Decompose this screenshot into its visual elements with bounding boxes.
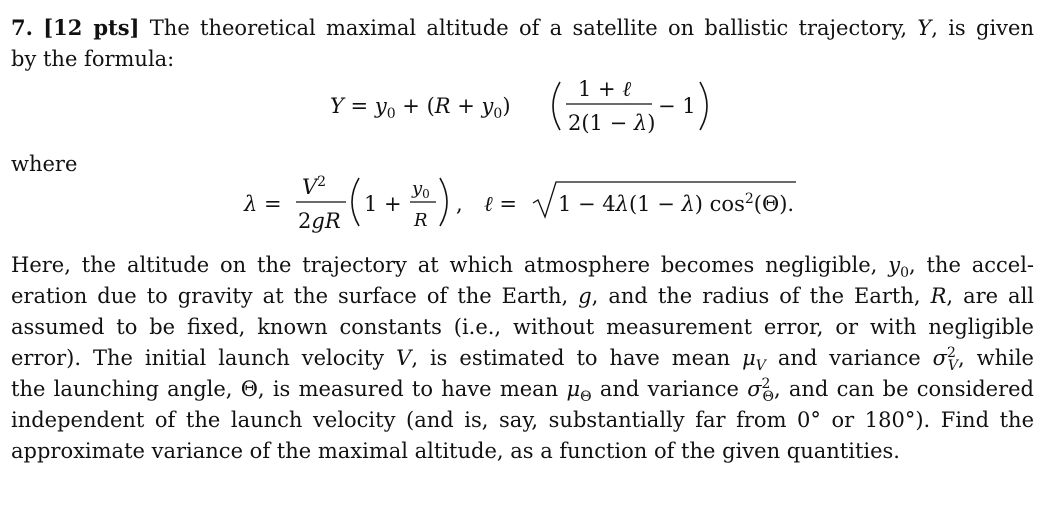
problem-intro-cont: by the formula: bbox=[11, 47, 175, 71]
paragraph-line-2: eration due to gravity at the surface of the Earth, g, and the radius of the Earth, R, are all bbox=[11, 284, 1035, 308]
paragraph-line-4: error). The initial launch velocity V, is estimated to have mean $\mu_V$ and variance $\sigma^2_V$, while bbox=[11, 345, 1034, 375]
svg-text:,: , bbox=[456, 192, 463, 216]
svg-text:Y = y0 + (R + y0): $Y = y_0 + (R + y_0)$ bbox=[330, 94, 511, 122]
problem-points: [12 pts] bbox=[43, 15, 140, 40]
where-label: where bbox=[11, 152, 78, 176]
paragraph-line-6: independent of the launch velocity (and is, say, substantially far from 0° or 180°). Find the bbox=[11, 408, 1034, 432]
svg-text:− 1: − 1 bbox=[658, 94, 696, 118]
paragraph-line-5: the launching angle, Θ, is measured to have mean $\mu_\Theta$ and variance $\sigma^2_\Theta$, and can be considered bbox=[11, 376, 1034, 406]
problem-intro: The theoretical maximal altitude of a satellite on ballistic trajectory, Y, is given bbox=[149, 16, 1034, 40]
svg-text:λ =: λ = bbox=[244, 192, 282, 216]
svg-text:V2: $V^2$ bbox=[302, 174, 327, 199]
problem-number: 7. bbox=[11, 15, 33, 40]
problem-header-line bbox=[11, 16, 1034, 40]
svg-text:2gR: 2gR bbox=[298, 209, 341, 233]
svg-text:y0: $y_0$ bbox=[412, 178, 430, 201]
svg-text:ℓ =: ℓ = bbox=[484, 192, 518, 216]
paragraph-line-3: assumed to be fixed, known constants (i.e., without measurement error, or with negligible bbox=[11, 315, 1034, 339]
svg-text:1 +: 1 + bbox=[364, 192, 402, 216]
paragraph-line-7: approximate variance of the maximal altitude, as a function of the given quantities. bbox=[11, 439, 900, 463]
svg-text:R: R bbox=[414, 210, 428, 231]
svg-text:2(1 − λ): 2(1 − λ) bbox=[568, 111, 656, 135]
svg-text:1 + ℓ: 1 + ℓ bbox=[578, 77, 632, 101]
paragraph-line-1: Here, the altitude on the trajectory at which atmosphere becomes negligible, $y_0$, the accel- bbox=[11, 253, 1035, 282]
svg-text:1 − 4λ(1 − λ) cos2(Θ).: 1 − 4λ(1 − λ) $\cos^2(\Theta)$. bbox=[558, 191, 795, 216]
equation-lambda-ell bbox=[0, 170, 1060, 240]
equation-y bbox=[0, 74, 1060, 154]
